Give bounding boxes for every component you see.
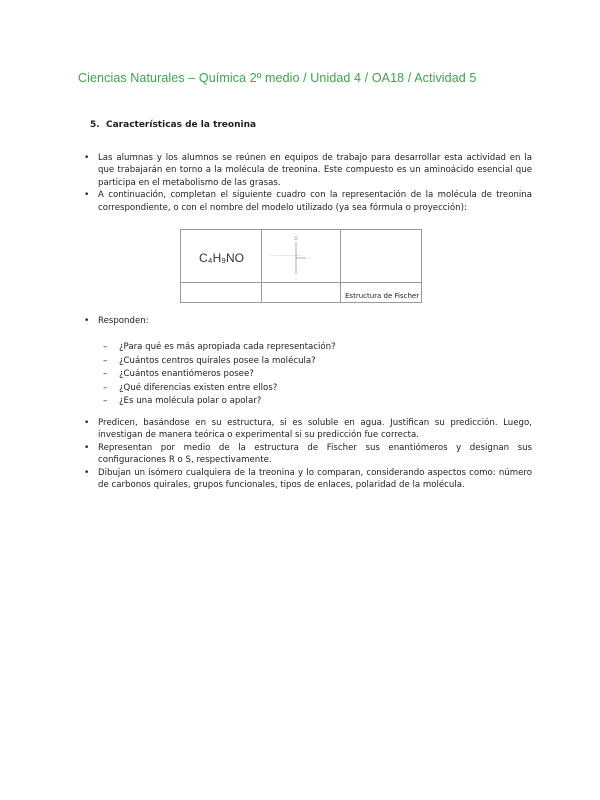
svg-text:‐‐‐‐‐‐‐‐‐‐‐‐‐‐‐‐‐‐‐‐‐‐‐‐‐‐‐‐‐: ‐‐‐‐‐‐‐‐‐‐‐‐‐‐‐‐‐‐‐‐‐‐‐‐‐‐‐‐‐	[270, 253, 302, 257]
intro-bullet-list	[84, 152, 532, 214]
empty-cell-bottom-1	[181, 283, 262, 303]
question-list	[103, 341, 336, 409]
svg-text:O: O	[294, 236, 298, 241]
responden-label: • Responden:	[84, 315, 532, 327]
section-number: 5.	[90, 120, 100, 130]
structure-drawing	[262, 230, 340, 282]
intro-bullet-1: • Las alumnas y los alumnos se reúnen en equipos de trabajo para desarrollar esta actividad en la que trabajarán en torno a la molécula de treonina. Este compuesto es un aminoácido esencial que participa en el metabolismo de las grasas.	[84, 152, 532, 189]
molecular-formula: C₄H₉NO	[199, 250, 244, 265]
intro-bullet-2: • A continuación, completan el siguiente cuadro con la representación de la molécula de treonina correspondiente, o con el nombre del modelo utilizado (ya sea fórmula o proyección):	[84, 189, 532, 214]
page-header: Ciencias Naturales – Química 2º medio / Unidad 4 / OA18 / Actividad 5	[78, 71, 477, 85]
section-title-text: Características de la treonina	[106, 120, 257, 130]
molecule-table	[180, 229, 422, 303]
question-1: – ¿Para qué es más apropiada cada representación?	[103, 341, 336, 355]
final-bullet-2: • Representan por medio de la estructura de Fischer sus enantiómeros y designan sus configuraciones R o S, respectivamente.	[84, 442, 532, 467]
question-3: – ¿Cuántos enantiómeros posee?	[103, 368, 336, 382]
fischer-cell	[341, 283, 422, 303]
svg-text:‐‐: ‐‐	[294, 277, 298, 281]
responden-bullet	[84, 315, 532, 327]
empty-cell-bottom-2	[262, 283, 341, 303]
question-4: – ¿Qué diferencias existen entre ellos?	[103, 382, 336, 396]
formula-cell	[181, 230, 262, 283]
empty-cell-top	[341, 230, 422, 283]
question-5: – ¿Es una molécula polar o apolar?	[103, 395, 336, 409]
final-bullet-1: • Predicen, basándose en su estructura, si es soluble en agua. Justifican su predicción. Luego, investigan de manera teórica o experimental si su predicción fue correcta.	[84, 417, 532, 442]
question-2: – ¿Cuántos centros quirales posee la molécula?	[103, 355, 336, 369]
section-title	[90, 120, 256, 130]
structure-cell	[262, 230, 341, 283]
svg-text:‐‐‐: ‐‐‐	[308, 256, 312, 260]
final-bullet-list	[84, 417, 532, 491]
final-bullet-3: • Dibujan un isómero cualquiera de la treonina y lo comparan, considerando aspectos como: número de carbonos quirales, grupos funcionales, tipos de enlaces, polaridad de la molécula.	[84, 467, 532, 492]
fischer-label: Estructura de Fischer	[345, 292, 420, 300]
